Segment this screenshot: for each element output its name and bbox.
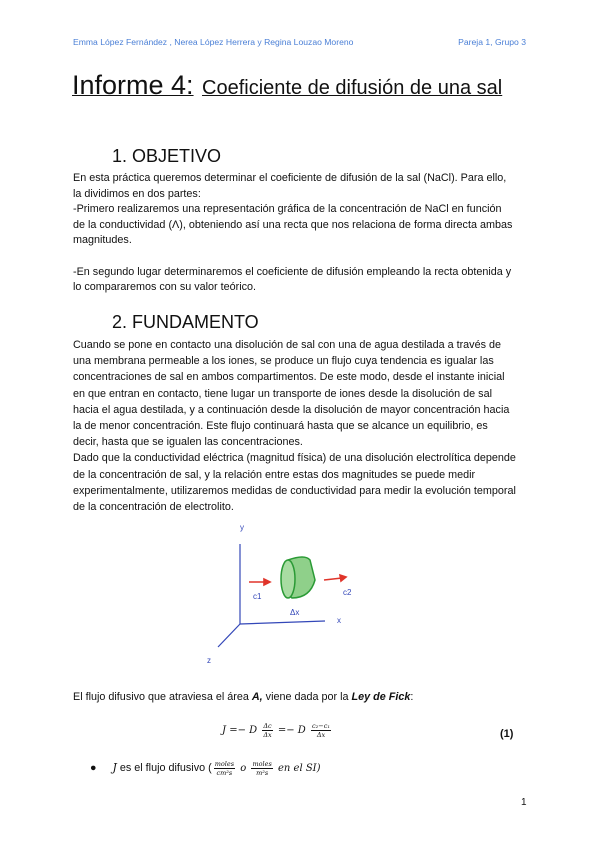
bullet-text: es el flujo difusivo ( <box>116 762 212 774</box>
section-heading-objetivo: 1. OBJETIVO <box>112 146 222 166</box>
text-line: decir, hasta que se igualen las concentraciones. <box>73 436 303 449</box>
text-line <box>73 249 533 265</box>
diffusion-diagram <box>190 510 390 680</box>
bullet-tail: en el SI) <box>277 763 321 774</box>
title-main: Informe 4: <box>72 70 194 100</box>
fick-intro <box>73 690 533 706</box>
text-line: de la conductividad (Λ), obteniendo así una recta que nos relaciona de forma directa ambas <box>73 218 513 231</box>
text-line: la dividimos en dos partes: <box>73 187 201 200</box>
or-text: o <box>240 763 247 774</box>
bullet-item <box>90 760 321 777</box>
title-subtitle: Coeficiente de difusión de una sal <box>202 77 503 99</box>
numerator: c₂−c₁ <box>312 722 330 730</box>
label-dx: Δx <box>290 608 300 617</box>
text-line: la de menor concentración. Este flujo continuará hasta que se alcance un equilibrio, es <box>73 419 488 432</box>
numerator: moles <box>214 760 235 768</box>
page-number: 1 <box>521 797 527 808</box>
fraction <box>262 722 272 739</box>
text-line: concentraciones de sal en ambos compartimentos. De este modo, desde el instante inicial <box>73 371 505 384</box>
text-line: Cuando se pone en contacto una disolución de sal con una de agua destilada a través de <box>73 339 501 351</box>
fick-equation <box>222 722 333 739</box>
section-heading-fundamento: 2. FUNDAMENTO <box>112 312 259 332</box>
bullet-dot: ● <box>90 762 97 774</box>
denominator: cm²s <box>216 769 233 777</box>
membrane-cylinder <box>281 557 315 598</box>
text-line: -En segundo lugar determinaremos el coeficiente de difusión empleando la recta obtenida y <box>73 265 512 278</box>
label-c1: c1 <box>253 592 262 601</box>
axis-label-z: z <box>207 656 211 665</box>
area-symbol: A, <box>251 691 263 703</box>
text-line: magnitudes. <box>73 234 132 247</box>
fick-text-post: : <box>410 691 414 703</box>
text-line: hacia el agua destilada, y a continuación desde la disolución de mayor concentración hacia <box>73 403 510 416</box>
eq-mid: =− D <box>277 725 306 736</box>
axis-label-x: x <box>337 616 341 625</box>
numerator: moles <box>252 760 272 768</box>
denominator: m²s <box>256 769 269 777</box>
denominator: Δx <box>263 731 272 739</box>
text-line: Dado que la conductividad eléctrica (magnitud física) de una disolución electrolítica depende <box>73 452 516 465</box>
objetivo-text <box>73 171 533 296</box>
j-symbol: J <box>112 761 117 774</box>
page-title <box>72 70 502 101</box>
fick-text-mid: viene dada por la <box>262 691 352 703</box>
numerator: Δc <box>263 722 272 730</box>
text-line: de la concentración de sal, y la relación entre estas dos magnitudes se puede medir <box>73 468 476 481</box>
fraction <box>251 760 272 777</box>
fick-law-name: Ley de Fick <box>351 691 411 703</box>
fraction <box>214 760 235 777</box>
fraction <box>311 722 331 739</box>
text-line: una membrana permeable a los iones, se produce un flujo cuya tendencia es igualar las <box>73 355 494 368</box>
header-group: Pareja 1, Grupo 3 <box>458 37 526 47</box>
text-line: En esta práctica queremos determinar el coeficiente de difusión de la sal (NaCl). Para ello, <box>73 172 507 184</box>
header-authors: Emma López Fernández , Nerea López Herrera y Regina Louzao Moreno <box>73 37 354 47</box>
text-line: lo compararemos con su valor teórico. <box>73 281 257 294</box>
equation-number: (1) <box>500 728 514 740</box>
eq-lhs: J =− D <box>222 725 258 736</box>
fundamento-text <box>73 337 533 515</box>
text-line: de la concentración de electrolito. <box>73 500 234 513</box>
axis-label-y: y <box>240 523 244 532</box>
text-line: experimentalmente, utilizaremos medidas de conductividad para medir la evolución temporal <box>73 484 516 497</box>
label-c2: c2 <box>343 588 352 597</box>
fick-text: El flujo difusivo que atraviesa el área <box>73 691 252 703</box>
text-line: -Primero realizaremos una representación gráfica de la concentración de NaCl en función <box>73 203 502 216</box>
text-line: en que entran en contacto, tiene lugar un transporte de iones desde la disolución de sal <box>73 387 492 400</box>
denominator: Δx <box>316 731 326 739</box>
